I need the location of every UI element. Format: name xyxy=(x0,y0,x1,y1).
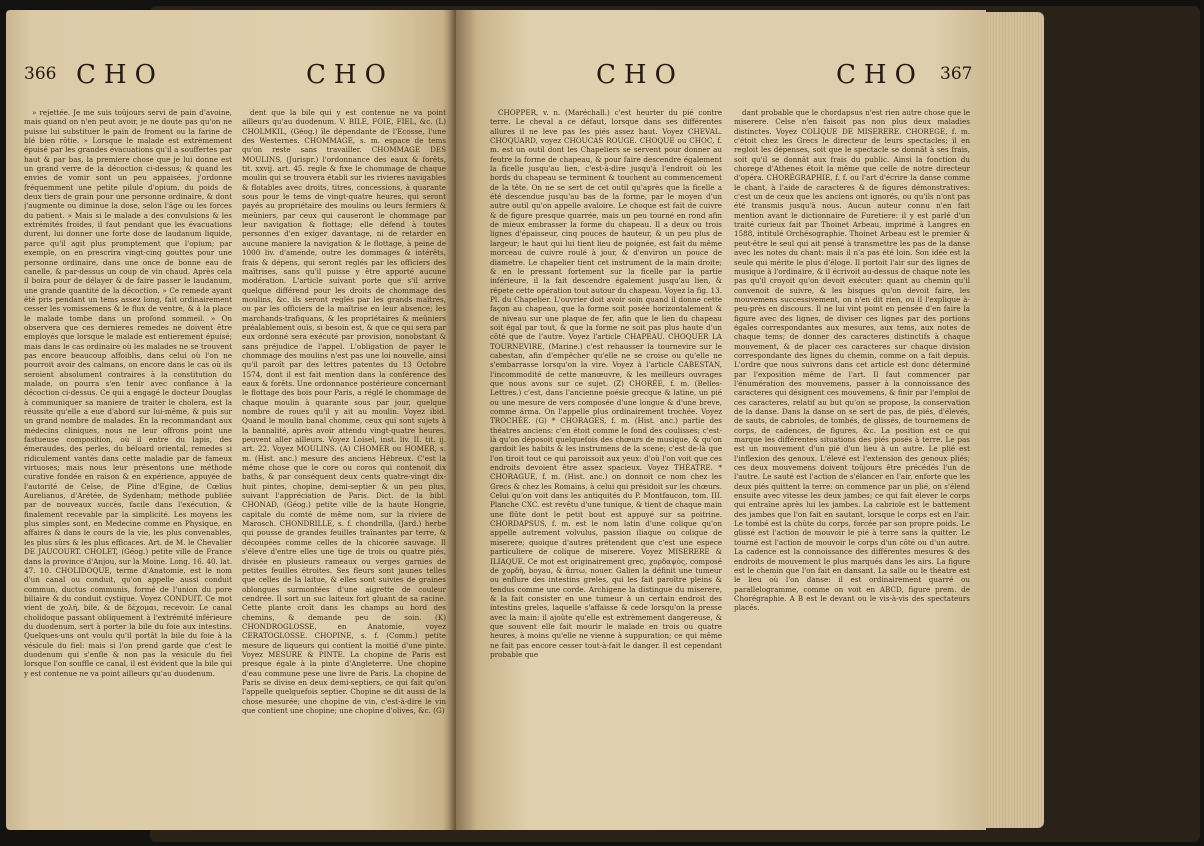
left-page-header xyxy=(6,60,456,100)
text-column-2 xyxy=(734,108,970,810)
text-column-1 xyxy=(24,108,232,810)
page-number: 366 xyxy=(24,64,57,84)
running-head-right: CHO xyxy=(306,60,394,90)
column-text: CHOPPER, v. n. (Maréchall.) c'est heurter du pié contre terre. Le cheval a ce défaut, lorsque dans ses différentes allures il ne leve pas les piés assez haut. Voyez CHEVAL. CHOQUARD, voyez CHOUCAS ROUGE. CHOQUE ou CHOC, f. m. est un outil dont les Chapeliers se servent pour donner au feutre la forme de chapeau, & pour faire descendre également la ficelle jusqu'au lien, c'est-à-dire jusqu'à l'endroit où les bords du chapeau se terminent & touchent au commencement de la tête. On ne se sert de cet outil qu'après que la ficelle a été descendue jusqu'au bas de la forme, par le moyen d'un autre outil qu'on appelle avaloire. Le choque est fait de cuivre & de figure presque quarrée, mais un peu tourné en rond afin de mieux embrasser la forme du chapeau. Il a deux ou trois lignes d'épaisseur, cinq pouces de hauteur, & un peu plus de largeur; le haut qui lui tient lieu de poignée, est fait du même morceau de cuivre roulé à jour, & d'environ un pouce de diametre. Le chapelier tient cet instrument de la main droite; & en le pressant fortement sur la ficelle par la partie inférieure, il la fait descendre également jusqu'au lien, & répete cette opération tout autour du chapeau. Voyez la fig. 13. Pl. du Chapelier. L'ouvrier doit avoir soin quand il donne cette façon au chapeau, que la forme soit posée horizontalement & de niveau sur une plaque de fer, afin que le lien du chapeau soit égal par tout, & que la forme ne soit pas plus haute d'un côté que de l'autre. Voyez l'article CHAPEAU. CHOQUER LA TOURNEVIRE, (Marine.) c'est rehausser la tournevire sur le cabestan, afin d'empêcher qu'elle ne se croise ou qu'elle ne s'embarrasse lorsqu'on la vire. Voyez à l'article CABESTAN, l'incommodité de cette manœuvre, & les meilleurs ouvrages que nous avons sur ce sujet. (Z) CHORÉE, f. m. (Belles-Lettres.) c'est, dans l'ancienne poésie grecque & latine, un pié ou une mesure de vers composée d'une longue & d'une breve, comme árma. On l'appelle plus ordinairement trochée. Voyez TROCHÉE. (G) * CHORAGES, f. m. (Hist. anc.) partie des théatres anciens: c'en étoit comme le fond des coulisses; c'est-là qu'on déposoit quelquefois des chœurs de musique, & qu'on gardoit les habits & les instrumens de la scene; c'est de-là que l'on tiroit tout ce qui paroissoit aux yeux: d'où l'on voit que ces endroits devoient être assez spacieux. Voyez THÉATRE. * CHORAGUE, f. m. (Hist. anc.) on donnoit ce nom chez les Grecs & chez les Romains, à celui qui présidoit sur les chœurs. Celui qu'on voit dans les antiquités du P. Montfaucon, tom. III. Planche CXC. est revêtu d'une tunique, & tient de chaque main une flûte dont le petit bout est appuyé sur sa poitrine. CHORDAPSUS, f. m. est le nom latin d'une colique qu'on appelle autrement volvulus, passion iliaque ou colique de miserere; quoique d'autres prétendent que c'est une espece particuliere de colique de miserere. Voyez MISERERE & ILIAQUE. Ce mot est originairement grec, χορδαψὸς, composé de χορδὴ, boyau, & ἅπτω, nouer. Galien la définit une tumeur ou enflure des intestins greles, qui les fait paroître pleins & tendus comme une corde. Archigene la distingue du miserere, & la fait consister en une tumeur à un certain endroit des intestins greles, laquelle s'affaisse & cede lorsqu'on la presse avec la main: il ajoûte qu'elle est extrèmement dangereuse, & que souvent elle fait mourir le malade en trois ou quatre heures, à moins qu'elle ne vienne à suppuration; ce qui même ne fait pas encore cesser tout-à-fait le danger. Il est cependant probable que xyxy=(490,108,722,659)
text-column-1 xyxy=(490,108,722,810)
left-page xyxy=(6,10,456,830)
column-text: » rejettée. Je me suis toûjours servi de pain d'avoine, mais quand on n'en peut avoir, je ne doute pas qu'on ne puisse lui substituer le pain de froment ou la farine de blé bien rôtie. » Lorsque le malade est extrèmement épuisé par les grandes évacuations qu'il a souffertes par haut & par bas, la premiere chose que je lui donne est un grand verre de la décoction ci-dessus; & quand les envies de vomir sont un peu appaisées, j'ordonne fréquemment une petite pilule d'opium, du poids de deux tiers de grain pour une personne ordinaire, & dont j'augmente ou diminue la dose, selon l'âge ou les forces du patient. » Mais si le malade a des convulsions & les extrémités froides, il faut pendant que les évacuations durent, lui donner une forte dose de laudanum liquide, parce qu'il agit plus promptement que l'opium; par exemple, on en prescrira vingt-cinq gouttes pour une personne ordinaire, dans une once de bonne eau de canelle, & par-dessus un coup de vin chaud. Après cela il boira pour de délayer & de faire passer le laudanum, une grande quantité de la décoction. » Ce remede ayant été pris pendant un tems assez long, fait ordinairement cesser les vomissemens & le flux de ventre, & à la place le malade tombe dans un profond sommeil. » On observera que ces dernieres remedes ne doivent être employés que lorsque le malade est entierement épuisé; mais dans le cas ordinaire où les malades ne se trouvent pas encore beaucoup affoiblis, dans celui où l'on ne pourroit avoir des calmans, on encore dans le cas où ils seroient absolument contraires à la constitution du malade, on pourra s'en tenir avec confiance à la décoction ci-dessus. Ce qui a engagé le docteur Douglas à communiquer sa maniere de traiter le cholera, est la réussite qu'elle a eue d'abord sur lui-même, & puis sur un grand nombre de malades. En la recommandant aux médecins cliniques, nous ne leur offrons point une fastueuse composition, où il entre du lapis, des émeraudes, des perles, du béloard oriental, remedes si ridiculement vantés dans cette maladie par de fameux virtuoses; mais nous leur présentons une méthode curative fondée en raison & en expérience, appuyée de l'autorité de Celse, de Pline d'Egine, de Cœlius Aurelianus, d'Arétée, de Sydenham; méthode publiée par de nouveaux succès, facile dans l'exécution, & finalement recevable par la simplicité. Les moyens les plus simples sont, en Medecine comme en Physique, en affaires & dans le cours de la vie, les plus convenables, les plus sûrs & les plus efficaces. Art. de M. le Chevalier DE JAUCOURT. CHOLET, (Géog.) petite ville de France dans la province d'Anjou, sur la Moine. Long. 16. 40. lat. 47. 10. CHOLIDOQUE, terme d'Anatomie, est le nom d'un canal ou conduit, qu'on appelle aussi conduit commun, ductus communis, formé de l'union du pore biliaire & du conduit cystique. Voyez CONDUIT. Ce mot vient de χολή, bile, & de δέχομαι, recevoir. Le canal cholidoque passant obliquement à l'extrémité inférieure du duodenum, sert à porter la bile du foie aux intestins. Quelques-uns ont voulu qu'il portât la bile du foie à la vésicule du fiel: mais si l'on prend garde que c'est le duodenum qui s'enfle & non pas la vésicule du fiel lorsque l'on souffle ce canal, il est évident que la bile qui y est contenue ne va point ailleurs qu'au duodenum. xyxy=(24,108,232,678)
page-number: 367 xyxy=(940,64,973,84)
running-head-right: CHO xyxy=(836,60,924,90)
running-head-left: CHO xyxy=(596,60,684,90)
right-page xyxy=(456,10,986,830)
column-text: dant probable que le chordapsus n'est rien autre chose que le miserere. Celse n'en faisoit pas non plus deux maladies distinctes. Voyez COLIQUE DE MISERERE. CHOREGE, f. m. c'étoit chez les Grecs le directeur de leurs spectacles; il en regloit les dépenses, soit que le spectacle se donnât à ses frais, soit qu'il se donnât aux frais du public. Ainsi la fonction du chorege d'Athenes étoit la même que celle de notre directeur d'opéra. CHORÉGRAPHIE, f. f. ou l'art d'écrire la danse comme le chant, à l'aide de caracteres & de figures démonstratives: c'est un de ceux que les anciens ont ignorés, ou qu'ils n'ont pas été transmis jusqu'à nous. Aucun auteur connu n'en fait mention avant le dictionnaire de Furetiere: il y est parlé d'un traité curieux fait par Thoinet Arbeau, imprimé à Langres en 1588, intitulé Orchésographie. Thoinet Arbeau est le premier & peut-être le seul qui ait pensé à transmettre les pas de la danse avec les notes du chant: mais il n'a pas été loin. Son idée est la seule qui mérite le plus d'éloge. Il portoit l'air sur des lignes de musique à l'ordinaire, & il écrivoit au-dessus de chaque note les pas qu'il croyoit qu'on devoit exécuter: quant au chemin qu'il convenoit de suivre, & les bisques qu'on devoit faire, les mouvemens successivement, on n'en dit rien, ou il l'explique à-peu-près en discours. Il ne lui vint point en pensée d'en faire la figure avec des lignes, de diviser ces lignes par des portions égales correspondantes aux mesures, aux tems, aux notes de chaque tems; de donner des caracteres distinctifs à chaque mouvement, & de placer ces caracteres sur chaque division correspondante des lignes du chemin, comme on a fait depuis. L'ordre que nous suivrons dans cet article est donc déterminé par l'exposition même de l'art. Il faut commencer par l'énumération des mouvemens, passer à la connoissance des caracteres qui désignent ces mouvemens, & finir par l'emploi de ces caracteres, relatif au but qu'on se propose, la conservation de la danse. Dans la danse on se sert de pas, de piés, d'élevés, de sauts, de cabrioles, de tombés, de glissés, de tournemens de corps, de cadences, de figures, &c. La position est ce qui marque les différentes situations des piés posés à terre. Le pas est un mouvement d'un pié d'un lieu à un autre. Le plié est l'inflexion des genoux. L'élevé est l'extension des genoux pliés; ces deux mouvemens doivent toûjours être précédés l'un de l'autre. Le sauté est l'action de s'élancer en l'air, enforte que les deux piés quittent la terre: on commence par un plié, on s'élend ensuite avec vitesse les deux jambes; ce qui fait élever le corps qui entraîne après lui les jambes. La cabriole est le battement des jambes que l'on fait en sautant, lorsque le corps est en l'air. Le tombé est la chûte du corps, forcée par son propre poids. Le glissé est l'action de mouvoir le pié à terre sans la quitter. Le tourné est l'action de mouvoir le corps d'un côté ou d'un autre. La cadence est la connoissance des différentes mesures & des endroits de mouvement le plus marqués dans les airs. La figure est le chemin que l'on fait en dansant. La salle ou le théatre est le lieu où l'on danse: il est ordinairement quarré ou parallelogramme, comme on voit en ABCD, figure prem. de Chorégraphie. A B est le devant ou le vis-à-vis des spectateurs placés. xyxy=(734,108,970,613)
column-text: dent que la bile qui y est contenue ne va point ailleurs qu'au duodenum. V. BILE, FOIE, FIEL, &c. (L) CHOLMKIL, (Géog.) île dépendante de l'Ecosse, l'une des Westernes. CHOMMAGE, s. m. espace de tems qu'on reste sans travailler. CHOMMAGE DES MOULINS, (Jurispr.) l'ordonnance des eaux & forêts, tit. xxvij. art. 45. regle & fixe le chommage de chaque moulin qui se trouvera établi sur les rivieres navigables & flotables avec droits, titres, concessions, à quarante sous pour le tems de vingt-quatre heures, qui seront payés au propriétaire des moulins ou leurs fermiers & meûniers, par ceux qui causeront le chommage par leur navigation & flottage; elle défend à toutes personnes d'en exiger davantage, ni de retarder en aucune maniere la navigation & le flottage, à peine de 1000 liv. d'amende, outre les dommages & intérêts, frais & dépens, qui seront reglés par les officiers des maîtrises, sans qu'il puisse y être apporté aucune modération. L'article suivant porte que s'il arrive quelque différend pour les droits de chommage des moulins, &c. ils seront reglés par les grands maîtres, ou par les officiers de la maîtrise en leur absence; les marchands-trafiquans, & les propriétaires & meûniers préalablement ouïs, si besoin est, & que ce qui sera par eux ordonné sera exécuté par provision, nonobstant & sans préjudice de l'appel. L'obligation de payer le chommage des moulins n'est pas une loi nouvelle, ainsi qu'il paroît par des lettres patentes du 13 Octobre 1574, dont il est fait mention dans la conférence des eaux & forêts. Une ordonnance postérieure concernant le flottage des bois pour Paris, a réglé le chommage de chaque moulin à quarante sous par jour, quelque nombre de roues qu'il y ait au moulin. Voyez ibid. Quand le moulin banal chomme, ceux qui sont sujets à la bannalité, après avoir attendu vingt-quatre heures, peuvent aller ailleurs. Voyez Loisel, inst. liv. II. tit. ij. art. 22. Voyez MOULINS. (A) CHOMER ou HOMER, s. m. (Hist. anc.) mesure des anciens Hébreux. C'est la même chose que le core ou coros qui contenoit dix baths, & par conséquent deux cents quatre-vingt dix-huit pintes, chopine, demi-septier & un peu plus, suivant l'appréciation de Paris. Dict. de la bibl. CHONAD, (Géog.) petite ville de la haute Hongrie, capitale du comté de même nom, sur la riviere de Marosch. CHONDRILLE, s. f. chondrilla, (Jard.) herbe qui pousse de grandes feuilles traînantes par terre, & découpées comme celles de la chicorée sauvage. Il s'éleve d'entre elles une tige de trois ou quatre piés, divisée en plusieurs rameaux ou verges garnies de petites feuilles étroites. Ses fleurs sont jaunes telles que celles de la laitue, & elles sont suivies de graines oblongues surmontées d'une aigrette de couleur cendrée. Il sort un suc laiteux fort gluant de sa racine. Cette plante croît dans les champs au bord des chemins, & demande peu de soin. (K) CHONDROGLOSSE, en Anatomie, voyez CERATOGLOSSE. CHOPINE, s. f. (Comm.) petite mesure de liqueurs qui contient la moitié d'une pinte. Voyez MESURE & PINTE. La chopine de Paris est presque égale à la pinte d'Angleterre. Une chopine d'eau commune pese une livre de Paris. La chopine de Paris se divise en deux demi-septiers, ce qui fait qu'on l'appelle quelquefois septier. Chopine se dit aussi de la chose mesurée; une chopine de vin, c'est-à-dire le vin que contient une chopine; une chopine d'olives, &c. (G) xyxy=(242,108,446,715)
running-head-left: CHO xyxy=(76,60,164,90)
right-page-header xyxy=(456,60,986,100)
text-column-2 xyxy=(242,108,446,810)
page-edges xyxy=(986,12,1044,828)
